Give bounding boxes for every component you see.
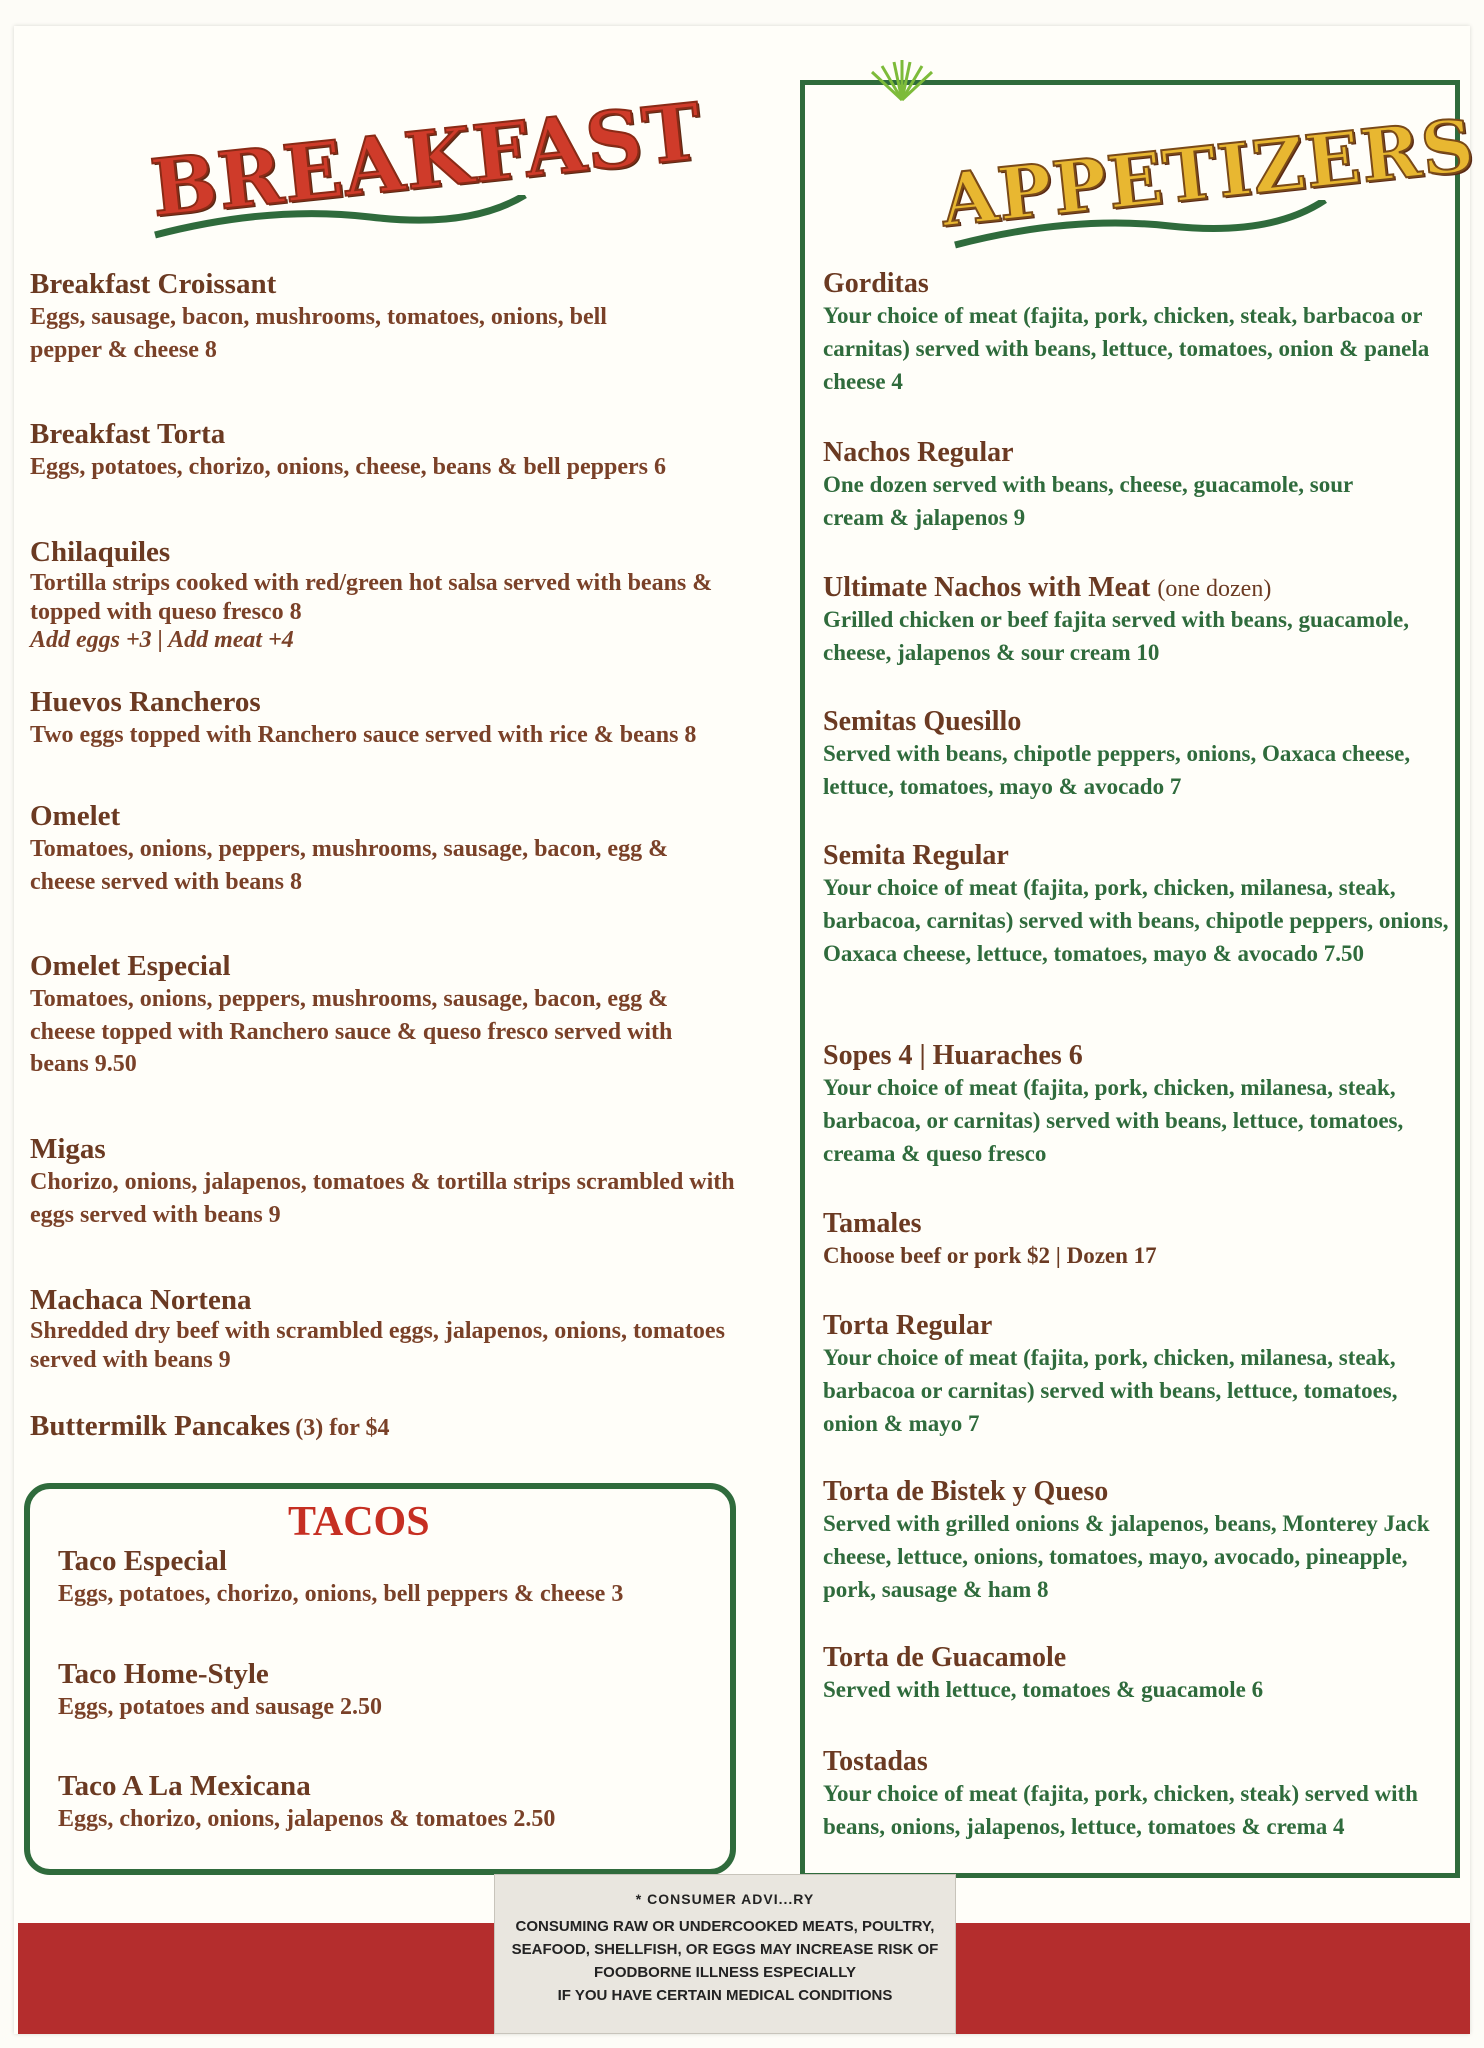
- appetizers-heading: APPETIZERS: [937, 102, 1479, 243]
- item-name: Gorditas: [823, 268, 929, 299]
- appetizer-item: [823, 572, 1453, 670]
- taco-item: [58, 1770, 728, 1836]
- item-name: Omelet: [30, 800, 121, 832]
- item-description: Grilled chicken or beef fajita served with beans, guacamole, cheese, jalapenos & sour cream 10: [823, 607, 1410, 665]
- tacos-heading: TACOS: [288, 1499, 430, 1545]
- item-name: Tamales: [823, 1208, 922, 1239]
- item-description: Your choice of meat (fajita, pork, chicken, steak, barbacoa or carnitas) served with beans, lettuce, tomatoes, onion & panela cheese 4: [823, 303, 1430, 394]
- advisory-line: FOODBORNE ILLNESS ESPECIALLY: [594, 1964, 856, 1981]
- item-description: Eggs, potatoes, chorizo, onions, cheese, beans & bell peppers 6: [30, 454, 666, 481]
- breakfast-swoosh: [150, 195, 530, 245]
- item-name: Torta de Bistek y Queso: [823, 1476, 1109, 1507]
- item-name: Torta Regular: [823, 1310, 993, 1341]
- breakfast-item: [30, 950, 790, 1081]
- appetizer-item: [823, 268, 1453, 398]
- item-name: Omelet Especial: [30, 950, 231, 982]
- item-description: Chorizo, onions, jalapenos, tomatoes & tortilla strips scrambled with eggs served with beans 9: [30, 1169, 735, 1228]
- item-description: Served with beans, chipotle peppers, onions, Oaxaca cheese, lettuce, tomatoes, mayo & avocado 7: [823, 741, 1411, 799]
- breakfast-item: [30, 536, 790, 654]
- item-name: Sopes 4 | Huaraches 6: [823, 1040, 1083, 1071]
- appetizer-item: [823, 437, 1453, 535]
- consumer-advisory-label: [494, 1874, 956, 2034]
- item-description: Eggs, chorizo, onions, jalapenos & tomatoes 2.50: [58, 1806, 556, 1833]
- item-description: Eggs, potatoes and sausage 2.50: [58, 1694, 383, 1721]
- appetizer-item: [823, 1310, 1453, 1440]
- item-description: Served with lettuce, tomatoes & guacamole 6: [823, 1677, 1264, 1703]
- item-name: Taco Especial: [58, 1545, 227, 1577]
- item-price: (3) for $4: [295, 1415, 390, 1441]
- item-name: Machaca Nortena: [30, 1284, 252, 1316]
- item-description: Shredded dry beef with scrambled eggs, jalapenos, onions, tomatoes served with beans 9: [30, 1318, 725, 1374]
- item-name: Ultimate Nachos with Meat: [823, 572, 1151, 603]
- item-description: Eggs, sausage, bacon, mushrooms, tomatoes, onions, bell pepper & cheese 8: [30, 304, 607, 363]
- breakfast-item: [30, 686, 800, 752]
- item-description: Eggs, potatoes, chorizo, onions, bell peppers & cheese 3: [58, 1581, 624, 1608]
- item-add-ons: Add eggs +3 | Add meat +4: [30, 626, 294, 653]
- appetizer-item: [823, 1476, 1453, 1606]
- item-name: Buttermilk Pancakes: [30, 1410, 291, 1442]
- taco-item: [58, 1658, 728, 1724]
- breakfast-item: [30, 268, 790, 366]
- appetizer-item: [823, 840, 1453, 970]
- breakfast-item: [30, 800, 790, 898]
- item-description: Your choice of meat (fajita, pork, chicken, milanesa, steak, barbacoa or carnitas) served with beans, lettuce, tomatoes, onion & mayo 7: [823, 1345, 1398, 1436]
- advisory-line: IF YOU HAVE CERTAIN MEDICAL CONDITIONS: [557, 1987, 893, 2004]
- breakfast-heading: BREAKFAST: [146, 86, 707, 235]
- item-name: Semita Regular: [823, 840, 1009, 871]
- appetizer-item: [823, 706, 1453, 804]
- breakfast-item: [30, 1133, 790, 1231]
- item-description: Choose beef or pork $2 | Dozen 17: [823, 1243, 1157, 1269]
- item-name: Torta de Guacamole: [823, 1642, 1067, 1673]
- item-name: Breakfast Torta: [30, 418, 226, 450]
- item-description: Your choice of meat (fajita, pork, chicken, milanesa, steak, barbacoa, carnitas) served with beans, chipotle peppers, onions, Oaxaca cheese, lettuce, tomatoes, mayo & avocado 7.50: [823, 875, 1449, 966]
- appetizers-swoosh: [950, 200, 1330, 255]
- appetizer-item: [823, 1040, 1453, 1170]
- breakfast-item: [30, 1410, 790, 1444]
- item-description: Served with grilled onions & jalapenos, beans, Monterey Jack cheese, lettuce, onions, tomatoes, mayo, avocado, pineapple, pork, sausage & ham 8: [823, 1511, 1430, 1602]
- item-description: One dozen served with beans, cheese, guacamole, sour cream & jalapenos 9: [823, 472, 1353, 530]
- item-name: Semitas Quesillo: [823, 706, 1022, 737]
- item-description: Tortilla strips cooked with red/green hot salsa served with beans & topped with queso fresco 8: [30, 570, 713, 626]
- item-name: Breakfast Croissant: [30, 268, 277, 300]
- item-description: Two eggs topped with Ranchero sauce served with rice & beans 8: [30, 722, 697, 749]
- appetizer-item: [823, 1642, 1453, 1707]
- item-description: Tomatoes, onions, peppers, mushrooms, sausage, bacon, egg & cheese topped with Ranchero sauce & queso fresco served with beans 9.50: [30, 986, 673, 1078]
- breakfast-item: [30, 1284, 790, 1375]
- item-name: Nachos Regular: [823, 437, 1014, 468]
- advisory-line: CONSUMING RAW OR UNDERCOOKED MEATS, POULTRY,: [515, 1918, 935, 1935]
- item-description: Your choice of meat (fajita, pork, chicken, milanesa, steak, barbacoa, or carnitas) served with beans, lettuce, tomatoes, creama & queso fresco: [823, 1075, 1404, 1166]
- advisory-line: SEAFOOD, SHELLFISH, OR EGGS MAY INCREASE RISK OF: [511, 1941, 939, 1958]
- item-name: Migas: [30, 1133, 106, 1165]
- item-description: Your choice of meat (fajita, pork, chicken, steak) served with beans, onions, jalapenos, lettuce, tomatoes & crema 4: [823, 1781, 1418, 1839]
- agave-icon: [862, 60, 942, 102]
- item-name: Chilaquiles: [30, 536, 171, 568]
- taco-item: [58, 1545, 728, 1611]
- item-name: Taco Home-Style: [58, 1658, 269, 1690]
- item-description: Tomatoes, onions, peppers, mushrooms, sausage, bacon, egg & cheese served with beans 8: [30, 836, 669, 895]
- item-name: Tostadas: [823, 1746, 928, 1777]
- appetizer-item: [823, 1208, 1453, 1273]
- item-name-suffix: (one dozen): [1157, 576, 1272, 602]
- advisory-title: * CONSUMER ADVI...RY: [635, 1891, 815, 1907]
- appetizer-item: [823, 1746, 1453, 1844]
- breakfast-item: [30, 418, 790, 484]
- item-name: Taco A La Mexicana: [58, 1770, 311, 1802]
- item-name: Huevos Rancheros: [30, 686, 261, 718]
